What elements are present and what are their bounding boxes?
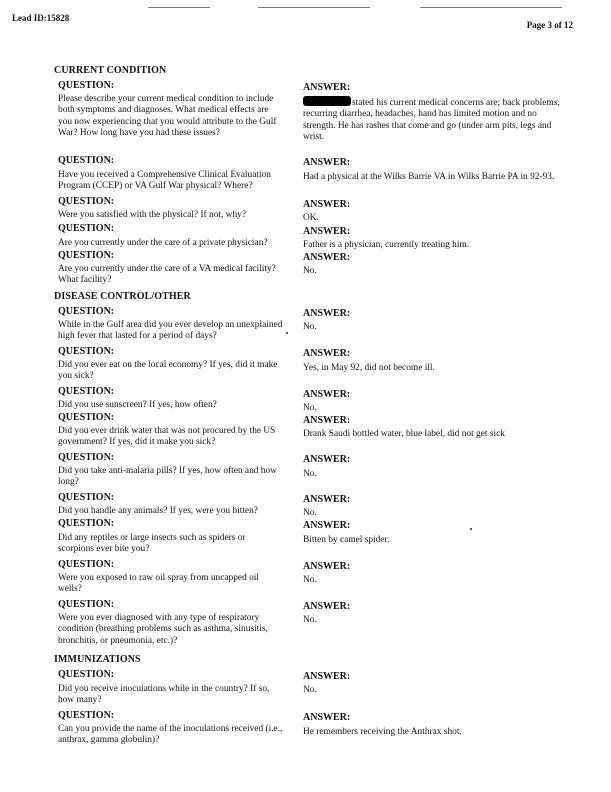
answer-label: ANSWER:	[303, 520, 351, 531]
answer-label: ANSWER:	[303, 82, 351, 93]
question-text: Have you received a Comprehensive Clinical Evaluation Program (CCEP) or VA Gulf War physical? Where?	[58, 170, 271, 192]
question-label: QUESTION:	[58, 250, 115, 261]
answer-text: Father is a physician, currently treating him.	[303, 240, 470, 250]
answer-text: No.	[303, 322, 317, 332]
question-text: Were you exposed to raw oil spray from uncapped oil wells?	[58, 573, 260, 595]
answer-label: ANSWER:	[303, 601, 351, 612]
answer-label: ANSWER:	[303, 252, 351, 263]
answer-label: ANSWER:	[303, 561, 351, 572]
answer-text: No.	[303, 266, 317, 276]
answer-text: No.	[303, 403, 317, 413]
question-text: Did you ever drink water that was not procured by the US government? If yes, did it make you sick?	[58, 426, 276, 448]
speck-mark	[286, 332, 288, 334]
redaction-block	[303, 96, 351, 106]
question-text: Were you satisfied with the physical? If not, why?	[58, 210, 246, 220]
question-text: Did you handle any animals? If yes, were you bitten?	[58, 506, 258, 516]
question-text: Please describe your current medical condition to include both symptoms and diagnoses. What medical effects are you now experiencing that you would attribute to the Gulf War? How long have you had these issues?	[58, 94, 277, 139]
question-text: While in the Gulf area did you ever develop an unexplained high fever that lasted for a period of days?	[58, 320, 283, 342]
answer-text: No.	[303, 685, 317, 695]
answer-label: ANSWER:	[303, 157, 351, 168]
question-label: QUESTION:	[58, 599, 115, 610]
question-label: QUESTION:	[58, 386, 115, 397]
answer-label: ANSWER:	[303, 389, 351, 400]
lead-id: Lead ID:15828	[12, 13, 70, 23]
answer-label: ANSWER:	[303, 454, 351, 465]
answer-label: ANSWER:	[303, 226, 351, 237]
question-label: QUESTION:	[58, 452, 115, 463]
question-text: Are you currently under the care of a private physician?	[58, 238, 268, 248]
question-label: QUESTION:	[58, 518, 115, 529]
question-label: QUESTION:	[58, 196, 115, 207]
answer-label: ANSWER:	[303, 671, 351, 682]
answer-text: No.	[303, 575, 317, 585]
section-heading: IMMUNIZATIONS	[54, 654, 141, 665]
question-label: QUESTION:	[58, 80, 115, 91]
answer-text: Drank Saudi bottled water, blue label, did not get sick	[303, 429, 505, 439]
answer-text	[303, 96, 568, 144]
speck-mark	[470, 528, 472, 530]
question-label: QUESTION:	[58, 155, 115, 166]
question-text: Did you use sunscreen? If yes, how often?	[58, 400, 217, 410]
answer-text: No.	[303, 615, 317, 625]
top-rule	[148, 7, 210, 8]
top-rule	[258, 7, 370, 8]
question-label: QUESTION:	[58, 412, 115, 423]
question-label: QUESTION:	[58, 346, 115, 357]
question-label: QUESTION:	[58, 223, 115, 234]
question-label: QUESTION:	[58, 306, 115, 317]
answer-label: ANSWER:	[303, 712, 351, 723]
section-heading: CURRENT CONDITION	[54, 65, 167, 76]
answer-text: OK.	[303, 213, 319, 223]
question-text: Can you provide the name of the inoculations received (i.e., anthrax, gamma globulin)?	[58, 724, 283, 746]
answer-text: Yes, in May 92, did not become ill.	[303, 363, 435, 373]
top-rule	[420, 7, 562, 8]
question-text: Are you currently under the care of a VA medical facility? What facility?	[58, 264, 276, 286]
question-text: Did you ever eat on the local economy? If yes, did it make you sick?	[58, 360, 278, 382]
answer-label: ANSWER:	[303, 494, 351, 505]
question-label: QUESTION:	[58, 492, 115, 503]
answer-text-content: stated his current medical concerns are; back problems, recurring diarrhea, headaches, hand has limited motion and no strength. He has rashes that come and go (under arm pits, legs and wrist.	[303, 98, 560, 143]
question-text: Did you receive inoculations while in the country? If so, how many?	[58, 684, 270, 706]
question-text: Were you ever diagnosed with any type of respiratory condition (breathing problems such as asthma, sinusitis, bronchitis, or pneumonia, etc.)?	[58, 613, 268, 646]
question-text: Did any reptiles or large insects such as spiders or scorpions ever bite you?	[58, 533, 246, 555]
question-text: Did you take anti-malaria pills? If yes, how often and how long?	[58, 466, 277, 488]
question-label: QUESTION:	[58, 669, 115, 680]
answer-text: Bitten by camel spider.	[303, 535, 390, 545]
answer-label: ANSWER:	[303, 348, 351, 359]
answer-text: No.	[303, 469, 317, 479]
answer-label: ANSWER:	[303, 199, 351, 210]
question-label: QUESTION:	[58, 559, 115, 570]
page-number: Page 3 of 12	[526, 20, 573, 30]
question-label: QUESTION:	[58, 710, 115, 721]
answer-text: Had a physical at the Wilks Barrie VA in Wilks Barrie PA in 92-93.	[303, 172, 555, 182]
answer-label: ANSWER:	[303, 415, 351, 426]
answer-text: He remembers receiving the Anthrax shot.	[303, 727, 462, 737]
section-heading: DISEASE CONTROL/OTHER	[54, 291, 191, 302]
answer-text: No.	[303, 508, 317, 518]
answer-label: ANSWER:	[303, 308, 351, 319]
